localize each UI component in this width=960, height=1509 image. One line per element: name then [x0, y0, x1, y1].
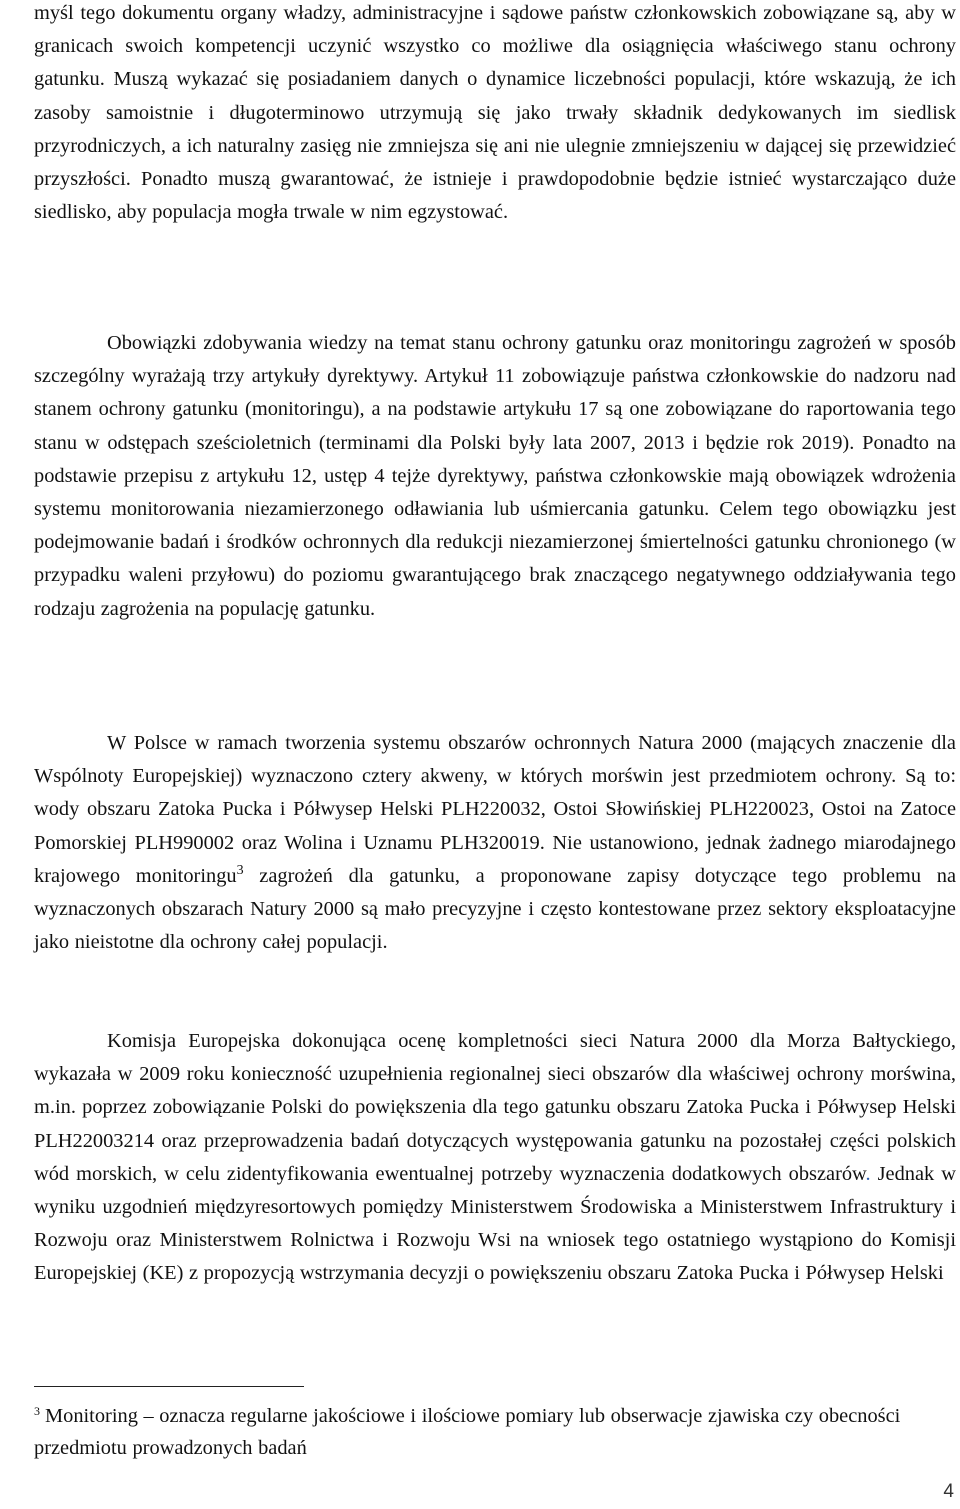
- footnote-reference[interactable]: 3: [236, 862, 244, 878]
- footnote-mark: 3: [34, 1404, 40, 1418]
- paragraph-3-text-b: zagrożeń dla gatunku, a proponowane zapisy dotyczące tego problemu na wyznaczonych obszarach Natury 2000 są mało precyzyjne i często kontestowane przez sektory eksploatacyjne jako nieistotne dla ochrony całej populacji.: [34, 864, 956, 954]
- paragraph-3-text-a: W Polsce w ramach tworzenia systemu obszarów ochronnych Natura 2000 (mających znaczenie dla Wspólnoty Europejskiej) wyznaczono cztery akweny, w których morświn jest przedmiotem ochrony. Są to: wody obszaru Zatoka Pucka i Półwysep Helski PLH220032, Ostoi Słowińskiej PLH220023, Ostoi na Zatoce Pomorskiej PLH990002 oraz Wolina i Uznamu PLH320019. Nie ustanowiono, jednak żadnego miarodajnego krajowego monitoringu: [34, 732, 956, 887]
- paragraph-3: [34, 727, 956, 959]
- paragraph-4: [34, 1025, 956, 1291]
- paragraph-4-text-b: Jednak w wyniku uzgodnień międzyresortowych pomiędzy Ministerstwem Środowiska a Ministerstwem Infrastruktury i Rozwoju oraz Ministerstwem Rolnictwa i Rozwoju Wsi na wniosek tego ostatniego wystąpiono do Komisji Europejskiej (KE) z propozycją wstrzymania decyzji o powiększeniu obszaru Zatoka Pucka i Półwysep Helski: [34, 1162, 956, 1285]
- paragraph-2: [34, 327, 956, 626]
- page-number: 4: [943, 1481, 954, 1502]
- paragraph-2-text: Obowiązki zdobywania wiedzy na temat stanu ochrony gatunku oraz monitoringu zagrożeń w sposób szczególny wyrażają trzy artykuły dyrektywy. Artykuł 11 zobowiązuje państwa członkowskie do nadzoru nad stanem ochrony gatunku (monitoringu), a na podstawie artykułu 17 są one zobowiązane do raportowania tego stanu w odstępach sześcioletnich (terminami dla Polski były lata 2007, 2013 i będzie rok 2019). Ponadto na podstawie przepisu z artykułu 12, ustęp 4 tejże dyrektywy, państwa członkowskie mają obowiązek wdrożenia systemu monitorowania niezamierzonego odławiania lub uśmiercania gatunku. Celem tego obowiązku jest podejmowanie badań i środków ochronnych dla redukcji niezamierzonej śmiertelności gatunku chronionego (w przypadku waleni przyłowu) do poziomu gwarantującego brak znaczącego negatywnego oddziaływania tego rodzaju zagrożenia na populację gatunku.: [34, 332, 956, 620]
- paragraph-4-text-a: Komisja Europejska dokonująca ocenę kompletności sieci Natura 2000 dla Morza Bałtyckiego, wykazała w 2009 roku konieczność uzupełnienia regionalnej sieci obszarów dla właściwej ochrony morświna, m.in. poprzez zobowiązanie Polski do powiększenia dla tego gatunku obszaru Zatoka Pucka i Półwysep Helski PLH22003214 oraz przeprowadzenia badań dotyczących występowania gatunku na pozostałej części polskich wód morskich, w celu zidentyfikowania ewentualnej potrzeby wyznaczenia dodatkowych obszarów: [34, 1030, 956, 1185]
- paragraph-1-text: myśl tego dokumentu organy władzy, administracyjne i sądowe państw członkowskich zobowiązane są, aby w granicach swoich kompetencji uczynić wszystko co możliwe dla osiągnięcia właściwego stanu ochrony gatunku. Muszą wykazać się posiadaniem danych o dynamice liczebności populacji, które wskazują, że ich zasoby samoistnie i długoterminowo utrzymują się jako trwały składnik dedykowanych im siedlisk przyrodniczych, a ich naturalny zasięg nie zmniejsza się ani nie ulegnie zmniejszeniu w dającej się przewidzieć przyszłości. Ponadto muszą gwarantować, że istnieje i prawdopodobnie będzie istnieć wystarczająco duże siedlisko, aby populacja mogła trwale w nim egzystować.: [34, 2, 956, 224]
- highlighted-period: .: [865, 1162, 871, 1185]
- paragraph-1: [34, 0, 956, 229]
- footnote-text: Monitoring – oznacza regularne jakościowe i ilościowe pomiary lub obserwacje zjawiska czy obecności przedmiotu prowadzonych badań: [34, 1405, 901, 1459]
- footnote: [34, 1400, 956, 1464]
- footnote-separator: [34, 1386, 304, 1387]
